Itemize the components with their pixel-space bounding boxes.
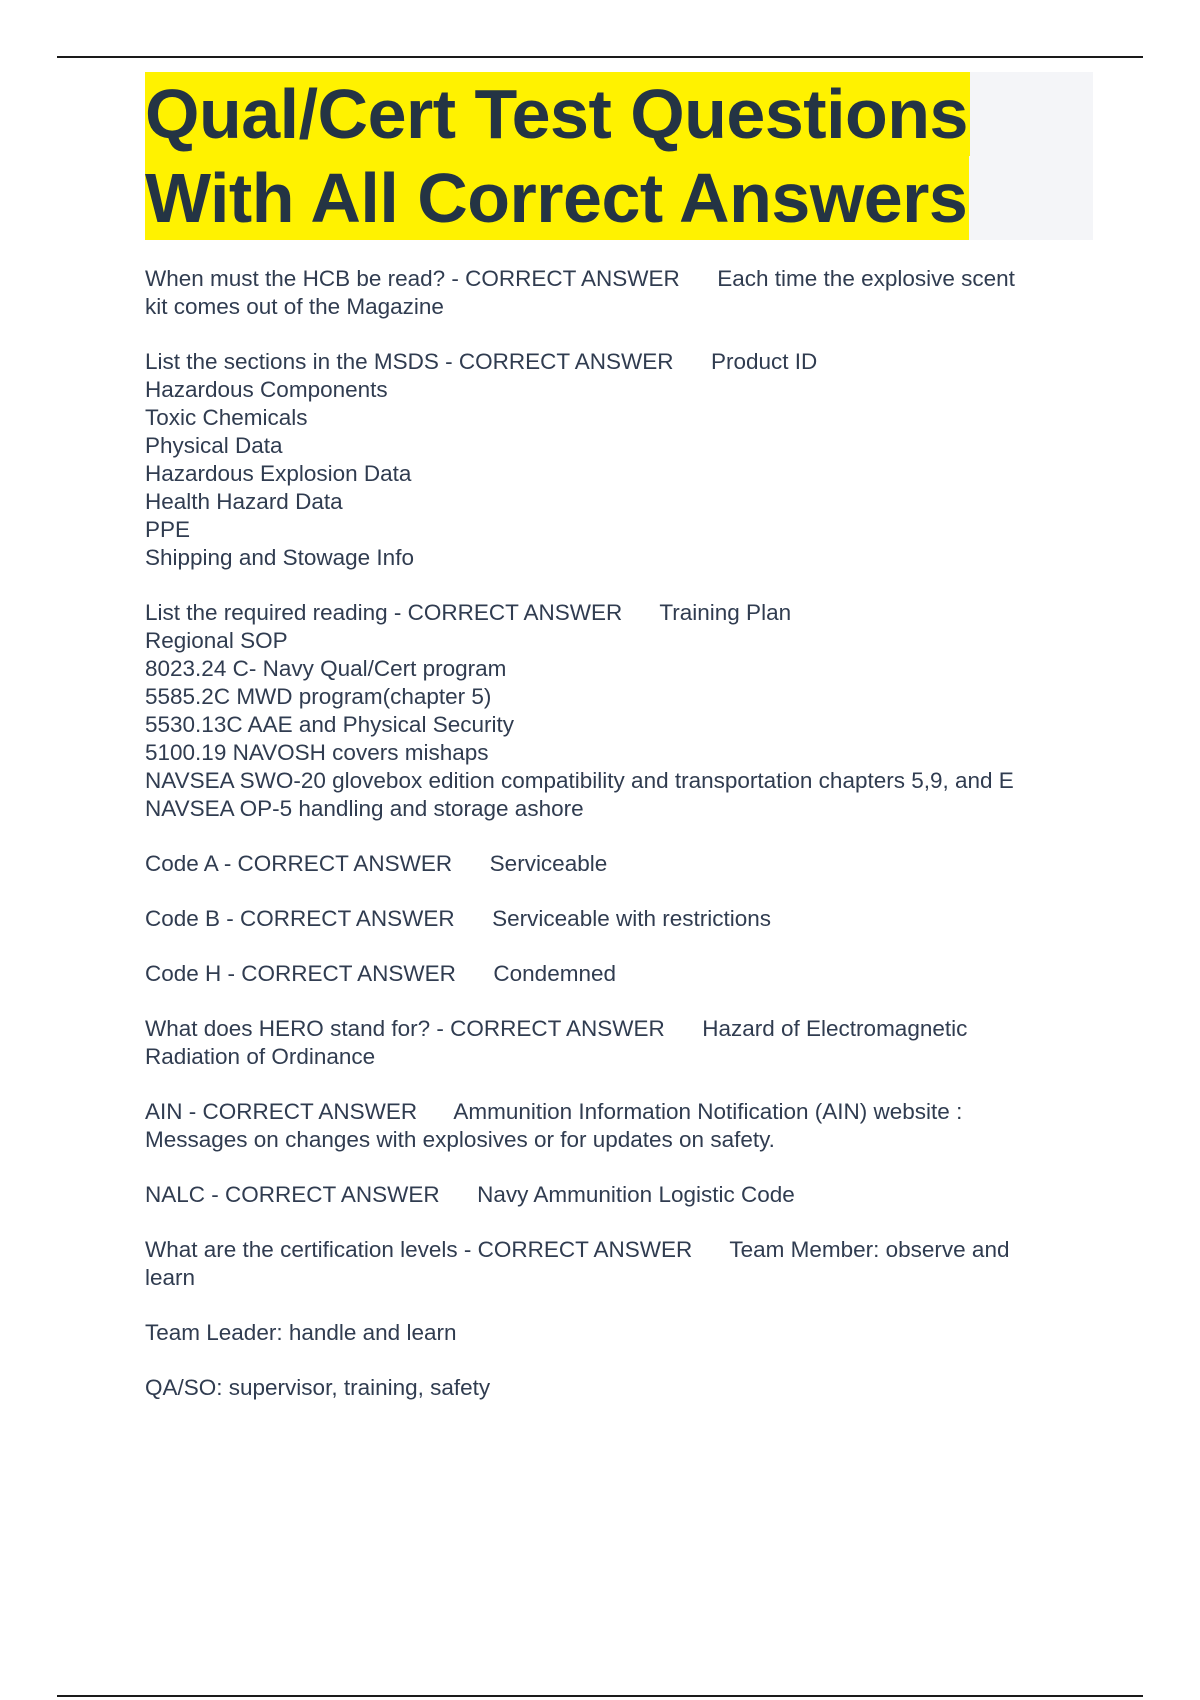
qa-item — [145, 850, 1105, 878]
qa-item — [145, 1098, 1105, 1154]
qa-item — [145, 1181, 1105, 1209]
qa-answer-line: Health Hazard Data — [145, 489, 343, 514]
qa-question-line: Code B - CORRECT ANSWER Serviceable with restrictions — [145, 906, 772, 931]
qa-answer-line: Hazardous Components — [145, 377, 388, 402]
qa-answer-line: NAVSEA SWO-20 glovebox edition compatibility and transportation chapters 5,9, and E — [145, 768, 1014, 793]
qa-answer-line: Radiation of Ordinance — [145, 1044, 376, 1069]
qa-question-line: When must the HCB be read? - CORRECT ANSWER Each time the explosive scent — [145, 266, 1015, 291]
bottom-rule — [57, 1695, 1143, 1697]
top-rule — [57, 56, 1143, 58]
qa-item — [145, 905, 1105, 933]
title-line-1: Qual/Cert Test Questions — [145, 72, 970, 156]
qa-question-line: What are the certification levels - CORRECT ANSWER Team Member: observe and — [145, 1237, 1010, 1262]
qa-question-line: List the sections in the MSDS - CORRECT ANSWER Product ID — [145, 349, 818, 374]
qa-answer-line: Shipping and Stowage Info — [145, 545, 414, 570]
qa-answer-line: Toxic Chemicals — [145, 405, 308, 430]
qa-answer-line: Regional SOP — [145, 628, 288, 653]
qa-question-line: QA/SO: supervisor, training, safety — [145, 1375, 491, 1400]
qa-answer-line: Messages on changes with explosives or for updates on safety. — [145, 1127, 775, 1152]
qa-answer-line: 8023.24 C- Navy Qual/Cert program — [145, 656, 507, 681]
qa-answer-line: Hazardous Explosion Data — [145, 461, 412, 486]
qa-question-line: What does HERO stand for? - CORRECT ANSWER Hazard of Electromagnetic — [145, 1016, 968, 1041]
qa-item — [145, 348, 1105, 572]
qa-question-line: Code H - CORRECT ANSWER Condemned — [145, 961, 616, 986]
qa-answer-line: 5530.13C AAE and Physical Security — [145, 712, 514, 737]
qa-answer-line: Physical Data — [145, 433, 283, 458]
qa-question-line: NALC - CORRECT ANSWER Navy Ammunition Logistic Code — [145, 1182, 795, 1207]
qa-question-line: AIN - CORRECT ANSWER Ammunition Information Notification (AIN) website : — [145, 1099, 963, 1124]
qa-question-line: List the required reading - CORRECT ANSWER Training Plan — [145, 600, 792, 625]
qa-answer-line: kit comes out of the Magazine — [145, 294, 444, 319]
qa-answer-line: PPE — [145, 517, 191, 542]
document-title — [145, 72, 970, 240]
qa-item — [145, 1319, 1105, 1347]
qa-item — [145, 960, 1105, 988]
qa-item — [145, 1015, 1105, 1071]
qa-item — [145, 265, 1105, 321]
title-line-2: With All Correct Answers — [145, 156, 969, 240]
qa-item — [145, 1374, 1105, 1402]
qa-answer-line: 5585.2C MWD program(chapter 5) — [145, 684, 492, 709]
qa-item — [145, 1236, 1105, 1292]
qa-list — [145, 265, 1105, 1429]
qa-item — [145, 599, 1105, 823]
qa-answer-line: NAVSEA OP-5 handling and storage ashore — [145, 796, 584, 821]
qa-answer-line: learn — [145, 1265, 196, 1290]
qa-question-line: Team Leader: handle and learn — [145, 1320, 457, 1345]
qa-question-line: Code A - CORRECT ANSWER Serviceable — [145, 851, 608, 876]
qa-answer-line: 5100.19 NAVOSH covers mishaps — [145, 740, 489, 765]
